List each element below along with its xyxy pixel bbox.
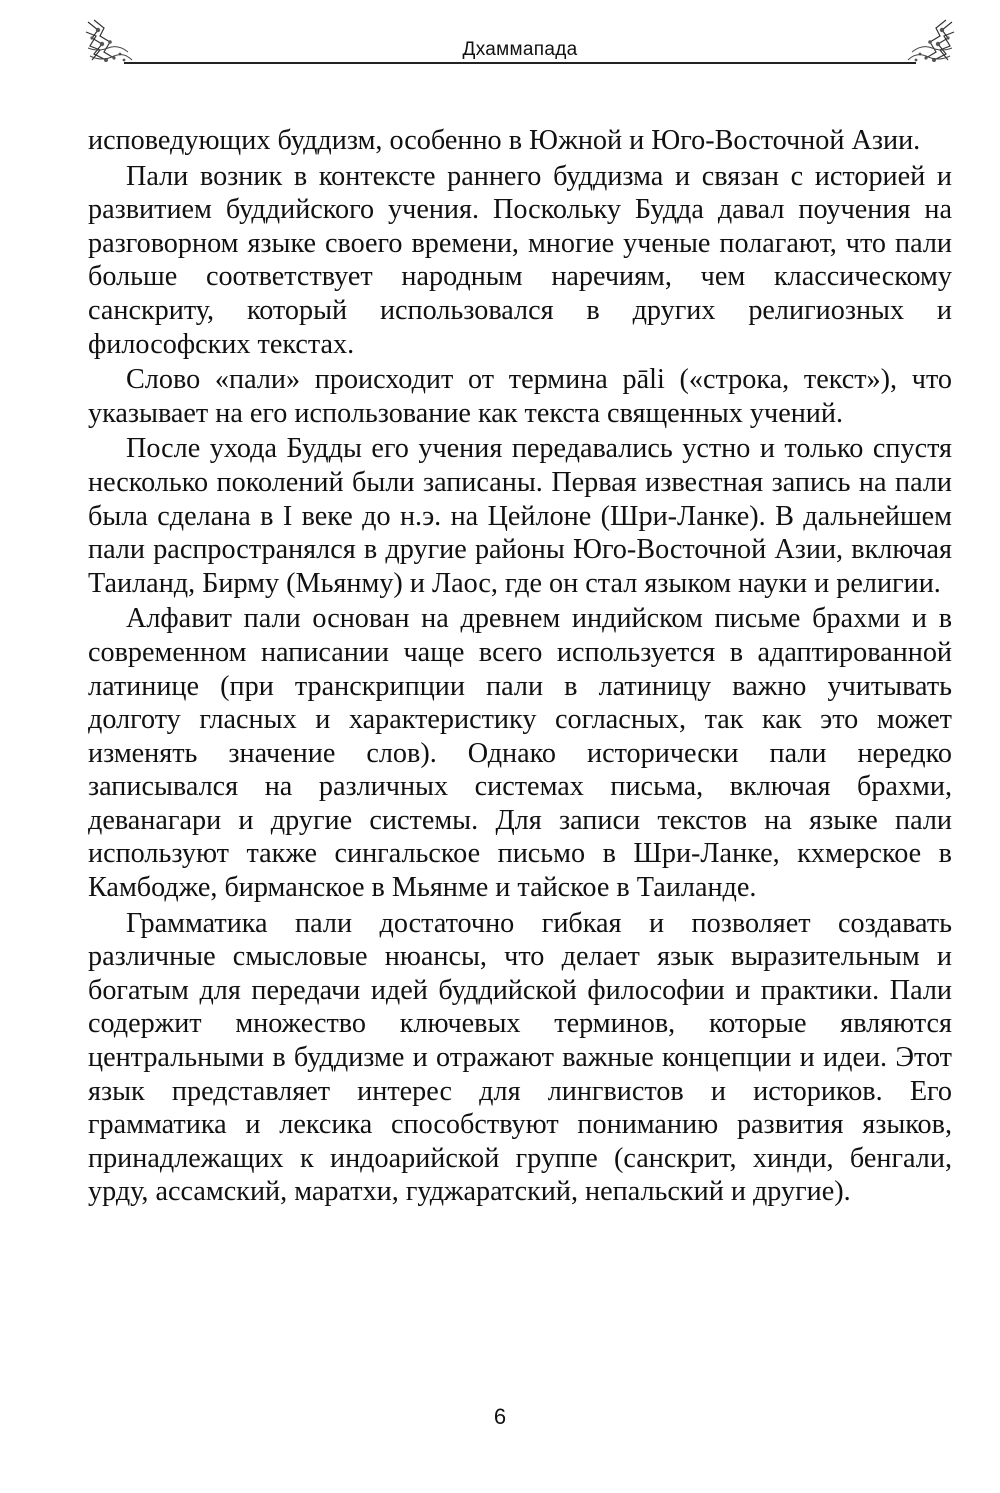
paragraph: Слово «пали» происходит от термина pāli («строка, текст»), что указывает на его использование как текста священных учений. [88, 364, 952, 429]
header-rule [124, 62, 916, 64]
paragraph: Алфавит пали основан на древнем индийском письме брахми и в современном написании чаще всего используется в адаптированной латинице (при транскрипции пали в латиницу важно учитывать долготу гласных и характеристику согласных, так как это может изменять значение слов). Однако исторически пали нередко записывался на различных системах письма, включая брахми, деванагари и другие системы. Для записи текстов на языке пали используют также сингальское письмо в Шри-Ланке, кхмерское в Камбодже, бирманское в Мьянме и тайское в Таиланде. [88, 603, 952, 904]
body-text [88, 124, 952, 1209]
running-header [84, 18, 956, 66]
paragraph: исповедующих буддизм, особенно в Южной и Юго-Восточной Азии. [88, 125, 921, 156]
paragraph: Пали возник в контексте раннего буддизма и связан с историей и развитием буддийского учения. Поскольку Будда давал поучения на разговорном языке своего времени, многие ученые полагают, что пали больше соответствует народным наречиям, чем классическому санскриту, который использовался в других религиозных и философских текстах. [88, 160, 952, 360]
paragraph: Грамматика пали достаточно гибкая и позволяет создавать различные смысловые нюансы, что делает язык выразительным и богатым для передачи идей буддийской философии и практики. Пали содержит множество ключевых терминов, которые являются центральными в буддизме и отражают важные концепции и идеи. Этот язык представляет интерес для лингвистов и историков. Его грамматика и лексика способствуют пониманию развития языков, принадлежащих к индоарийской группе (санскрит, хинди, бенгали, урду, ассамский, маратхи, гуджаратский, непальский и другие). [88, 907, 952, 1208]
running-title: Дхаммапада [462, 39, 578, 60]
paragraph: После ухода Будды его учения передавались устно и только спустя несколько поколений были записаны. Первая известная запись на пали была сделана в I веке до н.э. на Цейлоне (Шри-Ланке). В дальнейшем пали распространялся в другие районы Юго-Восточной Азии, включая Таиланд, Бирму (Мьянму) и Лаос, где он стал языком науки и религии. [88, 433, 952, 599]
page-number: 6 [493, 1404, 507, 1429]
